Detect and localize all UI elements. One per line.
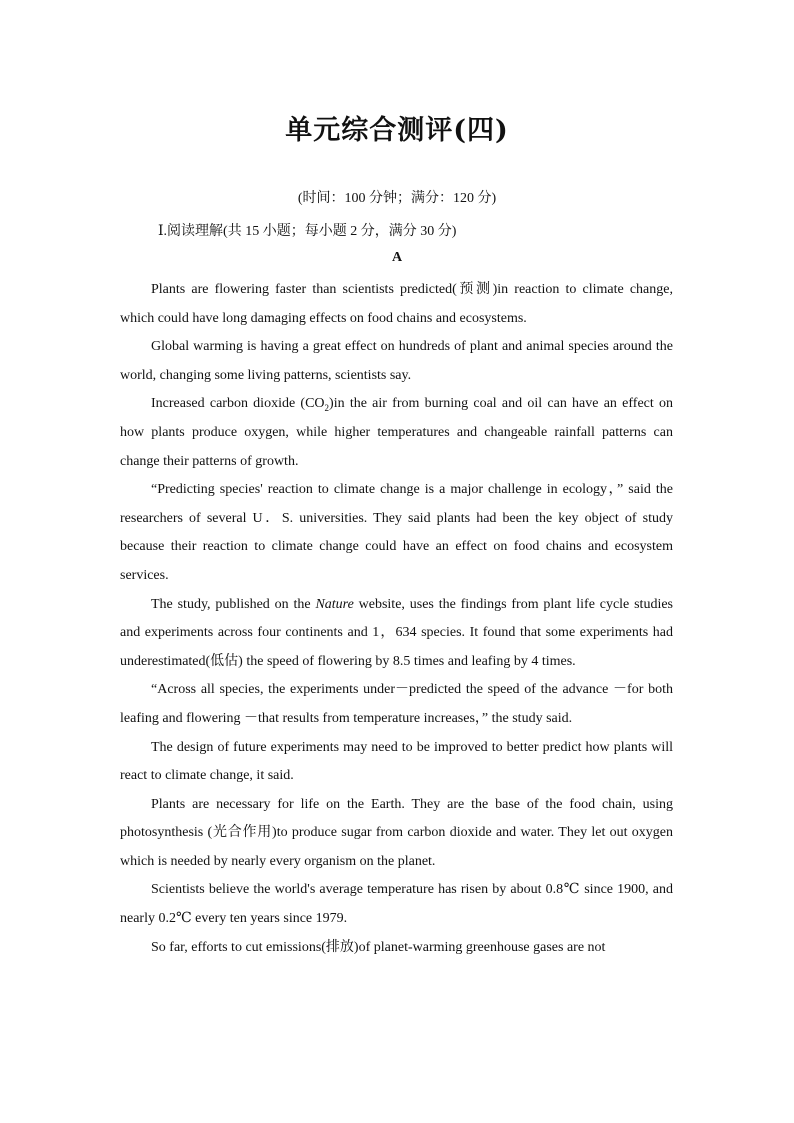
- passage-body: [120, 276, 673, 962]
- paragraph-1: Plants are flowering faster than scientists predicted(预测)in reaction to climate change, which could have long damaging effects on food chains and ecosystems.: [120, 282, 673, 326]
- paragraph-10: So far, efforts to cut emissions(排放)of planet-warming greenhouse gases are not: [151, 939, 606, 955]
- co2-subscript: 2: [324, 403, 330, 414]
- paragraph-3-part-2: )in the air from burning coal and oil can have an effect on how plants produce oxygen, while higher temperatures and changeable rainfall patterns can change their patterns of growth.: [120, 396, 674, 469]
- exam-time-score: (时间：100 分钟；满分：120 分): [297, 191, 497, 206]
- paragraph-5-part-1: The study, published on the: [151, 596, 316, 612]
- paragraph-9: Scientists believe the world's average temperature has risen by about 0.8℃ since 1900, and nearly 0.2℃ every ten years since 1979.: [120, 882, 673, 927]
- paragraph-4: “Predicting species' reaction to climate change is a major challenge in ecology，” said the researchers of several U．S. universities. They said plants had been the key object of study because their reaction to climate change could have an effect on food chains and ecosystem services.: [120, 482, 673, 583]
- paragraph-7: The design of future experiments may need to be improved to better predict how plants will react to climate change, it said.: [120, 739, 673, 784]
- paragraph-2: Global warming is having a great effect on hundreds of plant and animal species around the world, changing some living patterns, scientists say.: [120, 339, 673, 383]
- paragraph-3: [120, 390, 673, 476]
- paragraph-6: “Across all species, the experiments under－predicted the speed of the advance －for both leafing and flowering －that results from temperature increases，” the study said.: [120, 682, 673, 726]
- paragraph-5: [120, 591, 673, 677]
- paragraph-8: Plants are necessary for life on the Earth. They are the base of the food chain, using photosynthesis (光合作用)to produce sugar from carbon dioxide and water. They let out oxygen which is needed by nearly every organism on the planet.: [120, 796, 673, 869]
- section-heading: Ⅰ.阅读理解(共 15 小题；每小题 2 分，满分 30 分): [158, 224, 457, 239]
- journal-name: Nature: [315, 596, 354, 612]
- passage-label: A: [391, 250, 403, 265]
- paragraph-3-part-1: Increased carbon dioxide (CO: [151, 396, 325, 412]
- page-title: 单元综合测评(四): [285, 115, 509, 146]
- paragraph-5-part-2: website, uses the findings from plant life cycle studies and experiments across four continents and 1，634 species. It found that some experiments had underestimated(低估) the speed of flowering by 8.5 times and leafing by 4 times.: [120, 596, 673, 669]
